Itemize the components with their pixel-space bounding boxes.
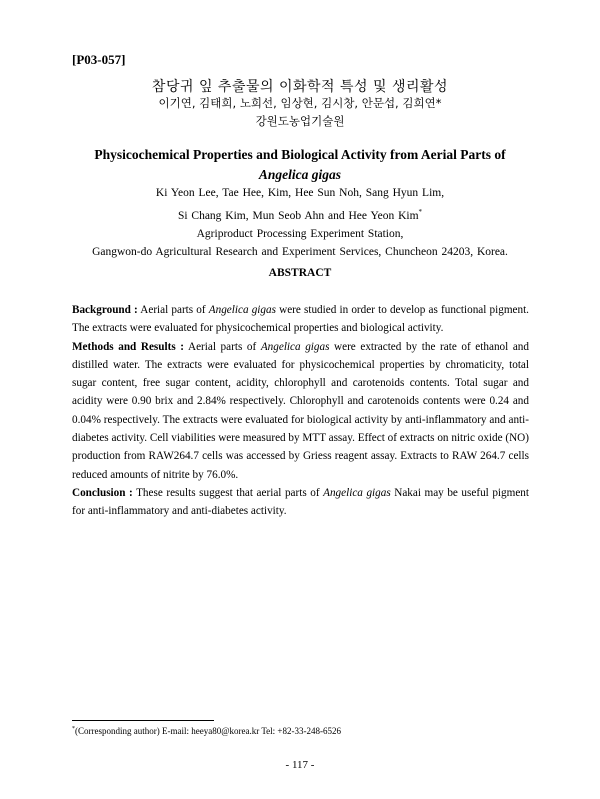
conclusion-species: Angelica gigas <box>323 486 391 499</box>
affiliation-line-2: Gangwon-do Agricultural Research and Experiment Services, Chuncheon 24203, Korea. <box>92 246 508 259</box>
abstract-heading: ABSTRACT <box>268 267 332 279</box>
abstract-background <box>72 301 529 338</box>
methods-species: Angelica gigas <box>260 340 330 353</box>
english-authors-block <box>0 184 600 262</box>
methods-label: Methods and Results : <box>72 340 185 353</box>
abstract-methods <box>72 338 529 484</box>
korean-title: 참당귀 잎 추출물의 이화학적 특성 및 생리활성 <box>151 79 449 95</box>
background-label: Background : <box>72 304 138 316</box>
footnote-mark: * <box>72 726 75 732</box>
poster-code: [P03-057] <box>72 52 126 67</box>
footnote <box>72 726 341 736</box>
methods-pre: Aerial parts of <box>184 340 261 353</box>
conclusion-pre: These results suggest that aerial parts of <box>132 486 324 499</box>
korean-authors: 이기연, 김태희, 노희선, 임상현, 김시창, 안문섭, 김희연* <box>158 96 442 110</box>
corresponding-mark: * <box>418 207 423 216</box>
background-post: were studied in order to develop as functional pigment. The extracts were evaluated for physicochemical properties and biological activity. <box>72 304 529 335</box>
korean-institution: 강원도농업기술원 <box>255 114 345 128</box>
footnote-text: (Corresponding author) E-mail: heeya80@korea.kr Tel: +82-33-248-6526 <box>75 726 341 736</box>
footnote-divider <box>72 720 214 721</box>
affiliation-line-1: Agriproduct Processing Experiment Station, <box>196 227 404 240</box>
authors-line-1: Ki Yeon Lee, Tae Hee, Kim, Hee Sun Noh, Sang Hyun Lim, <box>155 187 445 199</box>
conclusion-label: Conclusion : <box>72 486 133 499</box>
background-pre: Aerial parts of <box>137 304 209 316</box>
abstract-conclusion <box>72 484 529 521</box>
authors-line-2 <box>0 203 600 225</box>
abstract-body <box>72 301 529 521</box>
authors-line-2-text: Si Chang Kim, Mun Seob Ahn and Hee Yeon Kim <box>177 209 419 222</box>
english-title <box>0 145 600 185</box>
page-number: - 117 - <box>285 759 315 771</box>
conclusion-post: Nakai may be useful pigment for anti-inflammatory and anti-diabetes activity. <box>72 486 529 518</box>
english-title-main: Physicochemical Properties and Biological Activity from Aerial Parts of <box>94 147 506 162</box>
english-title-species: Angelica gigas <box>258 167 342 182</box>
methods-post: were extracted by the rate of ethanol and distilled water. The extracts were evaluated for physicochemical properties by chromaticity, total sugar content, free sugar content, acidity, chlorophyll and carotenoids contents. Total sugar and acidity were 0.90 brix and 2.84% respectively. Chlorophyll and carotenoids contents were 0.24 and 0.04% respectively. The extracts were evaluated for biological activity by anti-inflammatory and anti-diabetes activity. Cell viabilities were measured by MTT assay. Effect of extracts on nitric oxide (NO) production from RAW264.7 cells was accessed by Griess reagent assay. Extracts to RAW 264.7 cells reduced amounts of nitrite by 76.0%. <box>72 340 529 481</box>
background-species: Angelica gigas <box>208 304 276 316</box>
